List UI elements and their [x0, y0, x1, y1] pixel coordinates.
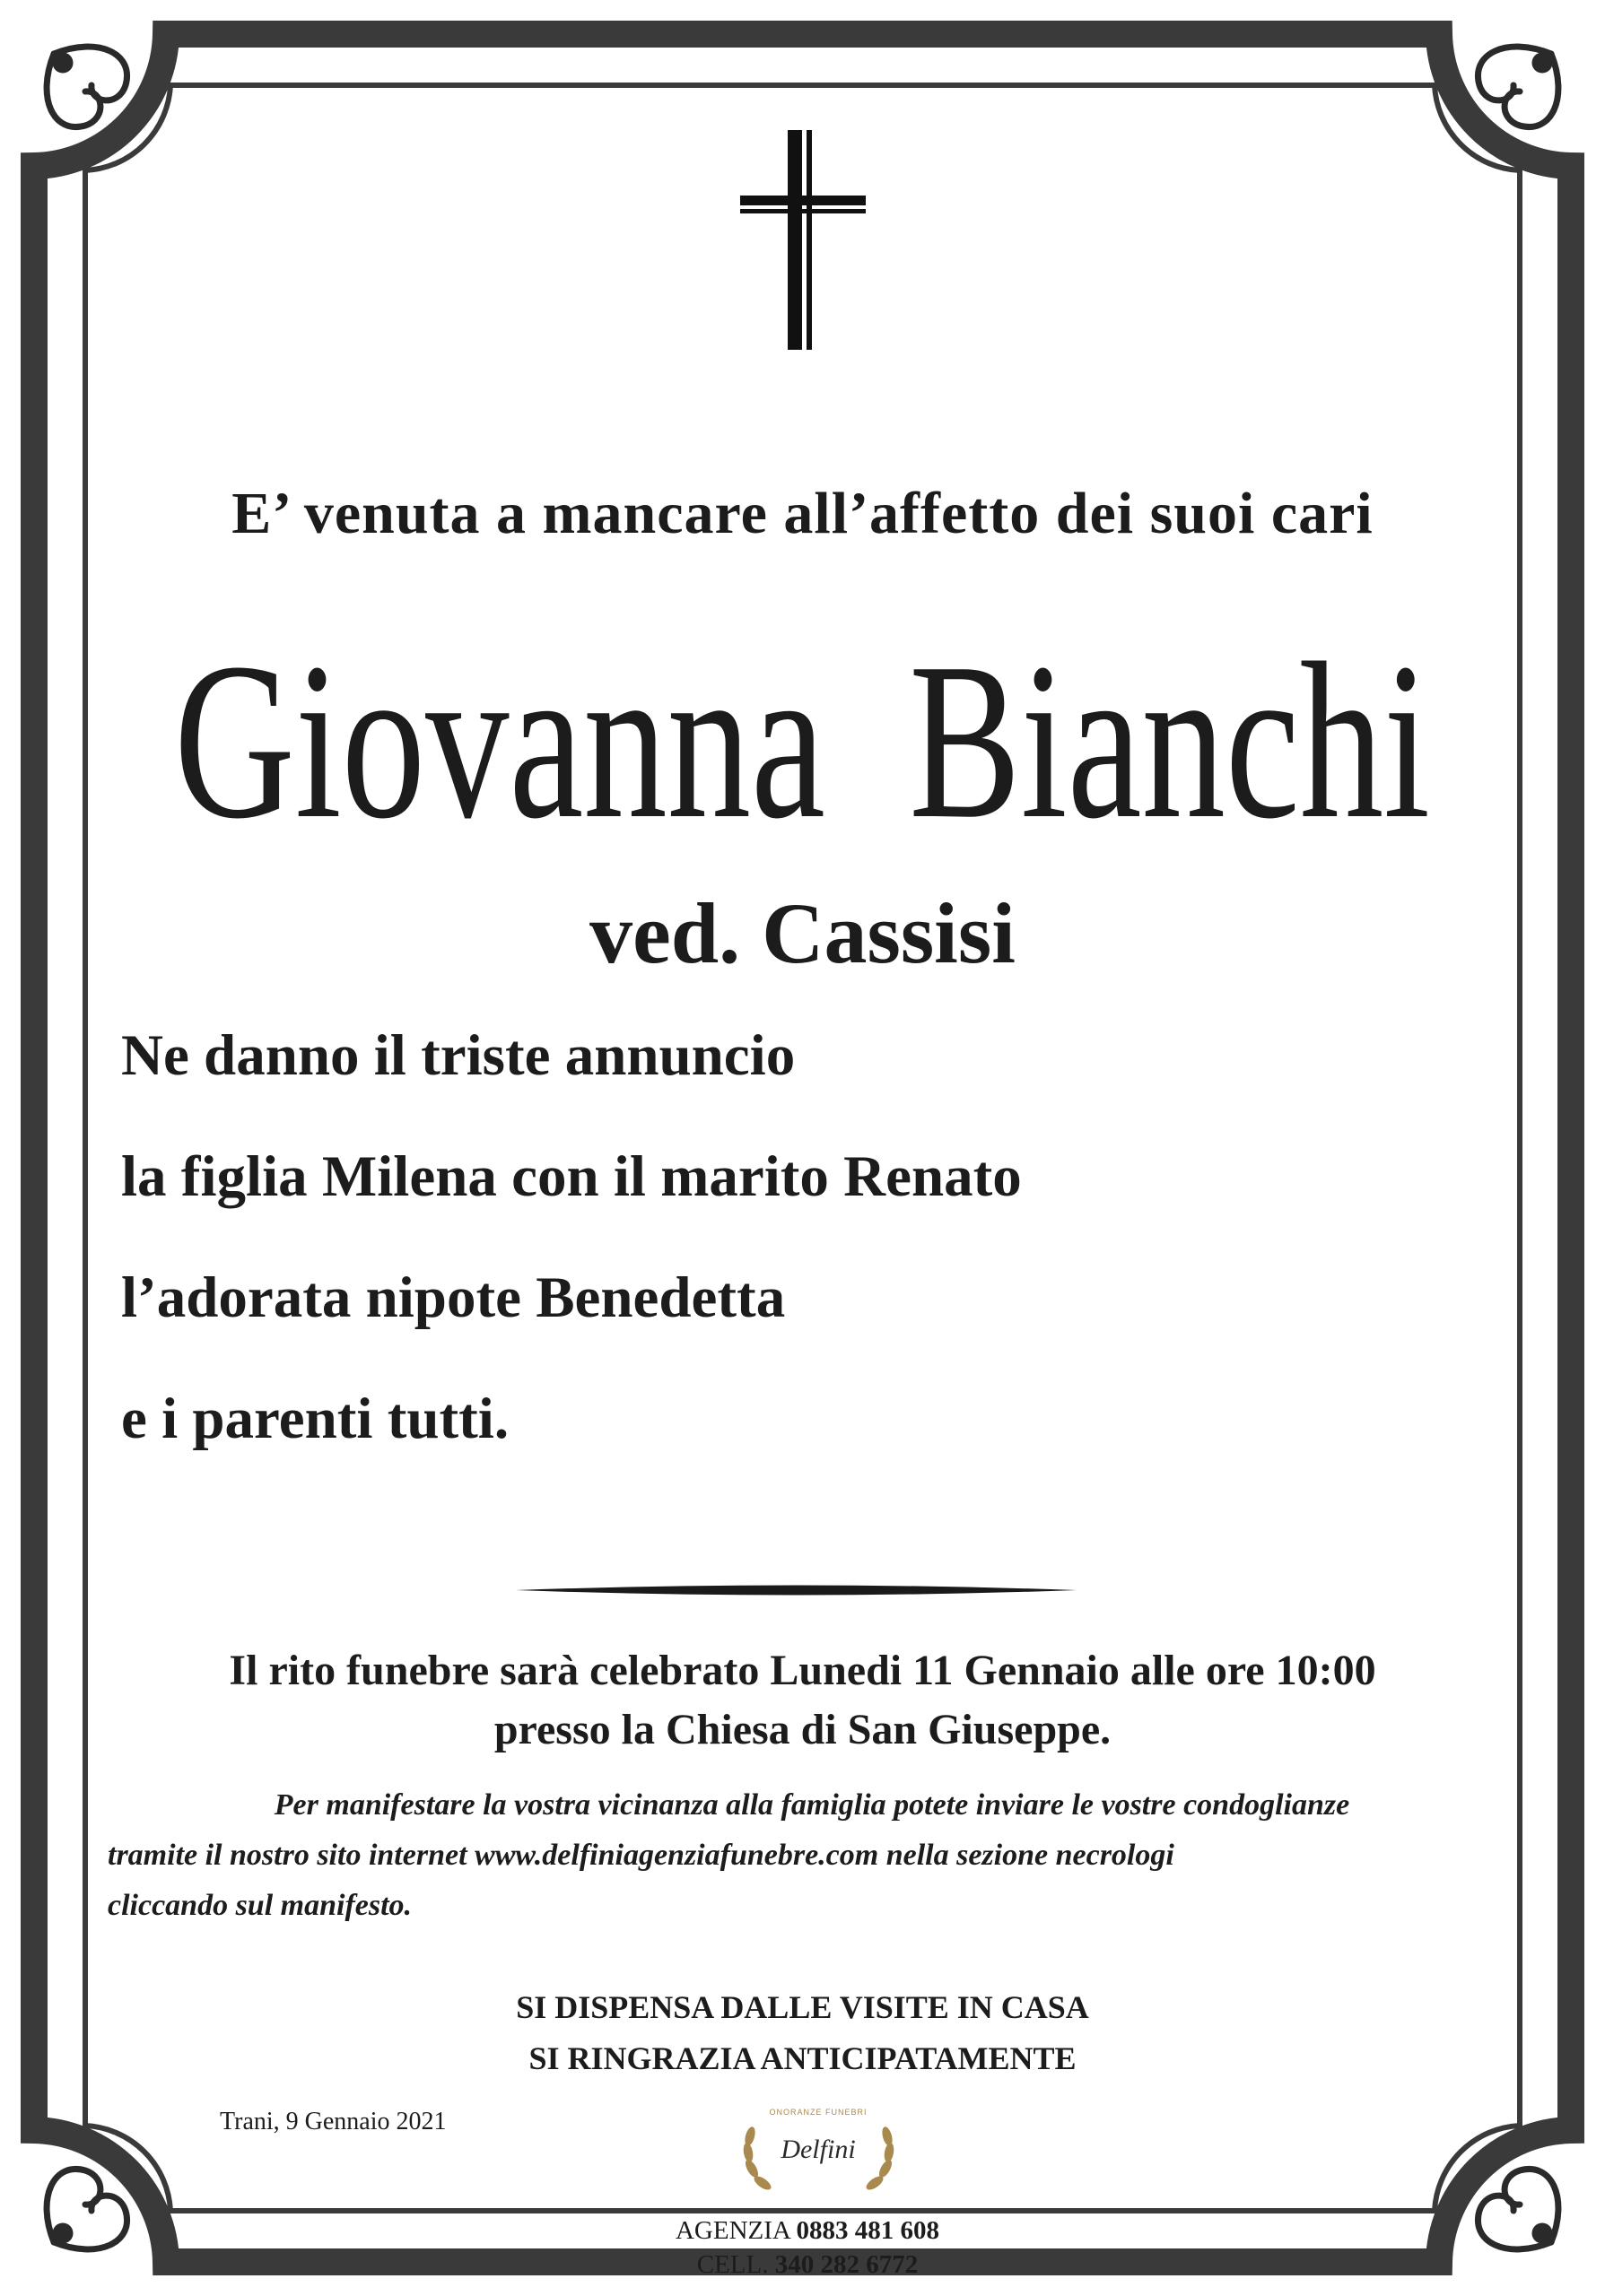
agency-phone-number: 0883 481 608 [796, 2216, 939, 2245]
corner-flourish-icon [1478, 2169, 1557, 2248]
funeral-info-line: Il rito funebre sarà celebrato Lunedi 11 Gennaio alle ore 10:00 [229, 1647, 1376, 1694]
deceased-name [0, 617, 1605, 865]
funeral-location-line: presso la Chiesa di San Giuseppe. [493, 1706, 1112, 1753]
logo-top-text: ONORANZE FUNEBRI [769, 2108, 868, 2117]
agency-phone-label: AGENZIA [675, 2216, 790, 2245]
corner-flourish-icon [1478, 47, 1557, 126]
closing-line: SI RINGRAZIA ANTICIPATAMENTE [528, 2040, 1077, 2076]
notice-date: Trani, 9 Gennaio 2021 [220, 2108, 447, 2135]
agency-logo [736, 2097, 902, 2205]
corner-flourish-icon [47, 2169, 126, 2248]
condolence-line: tramite il nostro sito internet www.delfiniagenziafunebre.com nella sezione necrologi [108, 1839, 1174, 1872]
logo-name: Delfini [781, 2135, 856, 2164]
condolence-line: cliccando sul manifesto. [108, 1889, 413, 1922]
condolence-line: Per manifestare la vostra vicinanza alla famiglia potete inviare le vostre condoglianze [274, 1788, 1350, 1822]
agency-cell-label: CELL. [696, 2250, 769, 2279]
closing-notes [0, 1982, 1605, 2084]
agency-contacts [592, 2213, 1023, 2282]
condolence-note [108, 1780, 1516, 1931]
family-line: l’adorata nipote Benedetta [121, 1265, 786, 1330]
family-line: e i parenti tutti. [121, 1387, 510, 1451]
agency-phone-line [592, 2213, 1023, 2248]
agency-cell-line [592, 2248, 1023, 2282]
agency-cell-number: 340 282 6772 [774, 2250, 919, 2279]
deceased-name-text: Giovanna Bianchi [174, 617, 1430, 865]
corner-flourish-icon [47, 47, 126, 126]
intro-line: E’ venuta a mancare all’affetto dei suoi cari [231, 481, 1374, 546]
announcement-line: Ne danno il triste annuncio [121, 1023, 796, 1088]
cross-icon [740, 130, 866, 350]
divider [516, 1586, 1077, 1596]
funeral-info [0, 1641, 1605, 1760]
widow-of: ved. Cassisi [589, 885, 1016, 981]
family-line: la figlia Milena con il marito Renato [121, 1144, 1022, 1209]
closing-line: SI DISPENSA DALLE VISITE IN CASA [516, 1989, 1089, 2025]
